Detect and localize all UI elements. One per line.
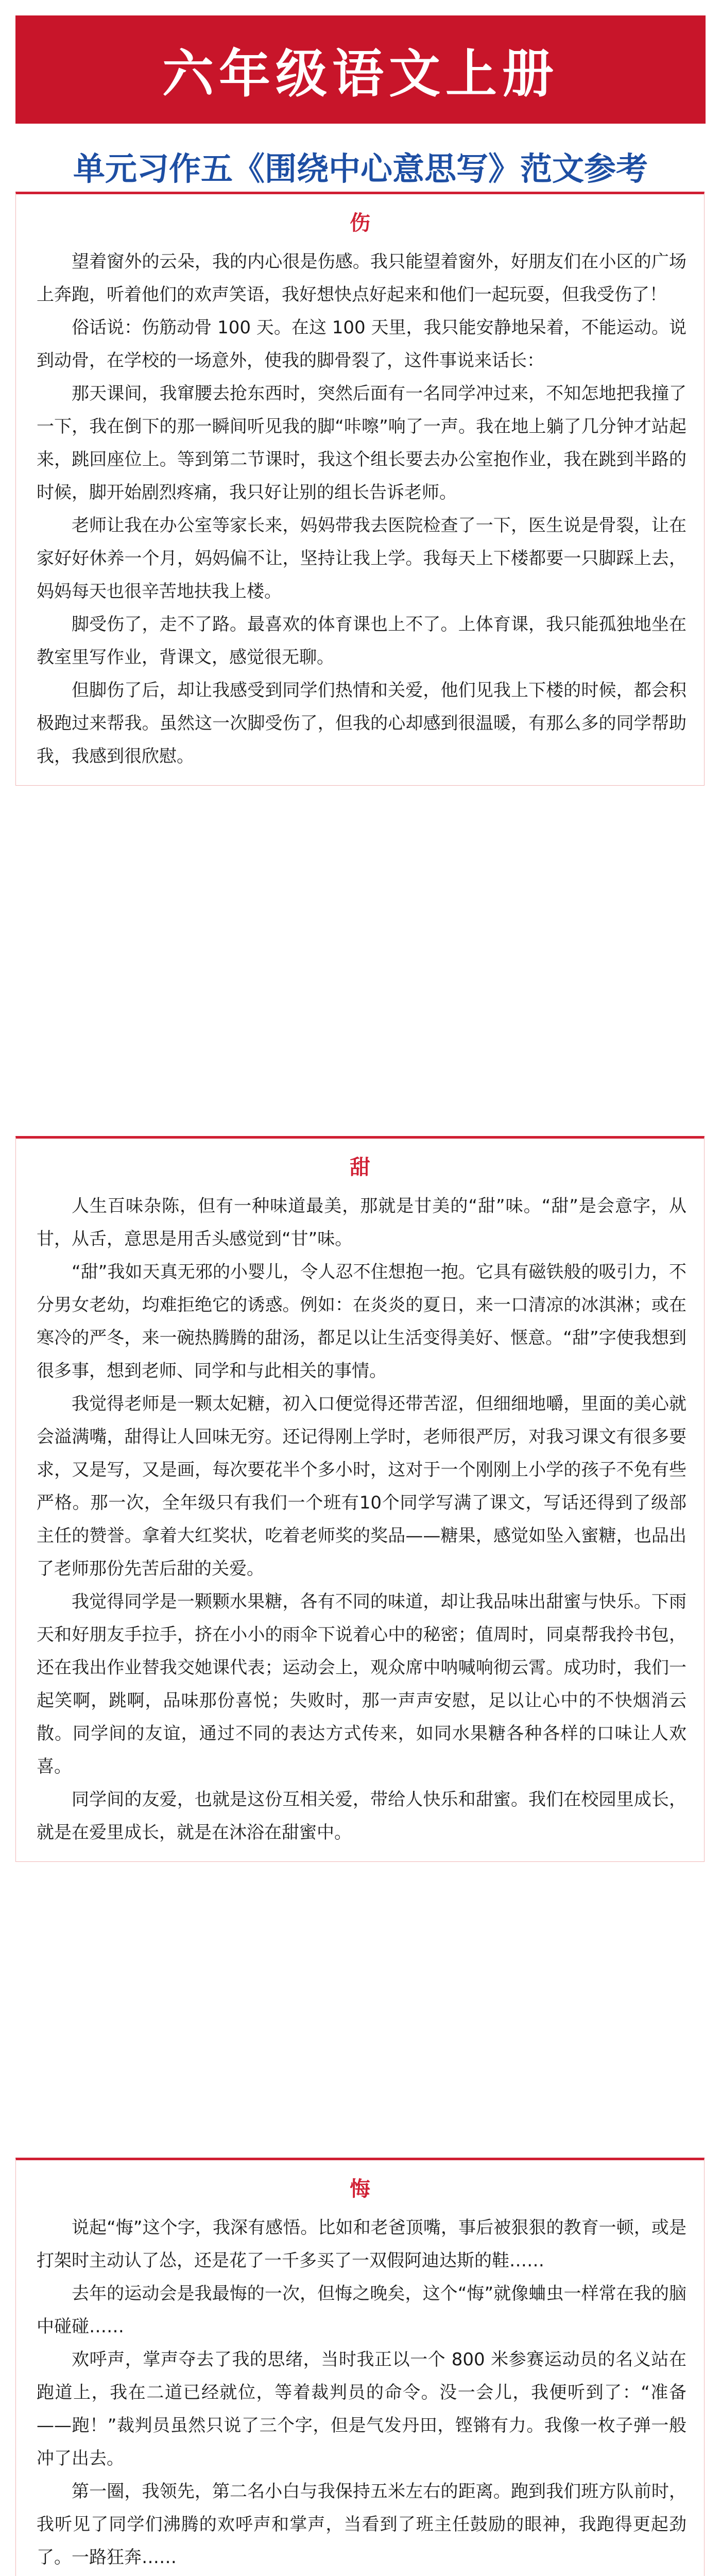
- essay-body: [16, 245, 704, 773]
- essay-paragraph: 但脚伤了后，却让我感受到同学们热情和关爱，他们见我上下楼的时候，都会积极跑过来帮我。虽然这一次脚受伤了，但我的心却感到很温暖，有那么多的同学帮助我，我感到很欣慰。: [37, 680, 686, 767]
- page-title: 六年级语文上册: [162, 44, 559, 104]
- essay-paragraph: [37, 2574, 686, 2576]
- essay-body: [16, 2211, 704, 2576]
- essay-paragraph: 去年的运动会是我最悔的一次，但悔之晚矣，这个“悔”就像蛐虫一样常在我的脑中碰碰……: [37, 2283, 686, 2337]
- essay-card-hui: [15, 2158, 705, 2576]
- title-banner: [15, 15, 706, 124]
- essay-paragraph: 第一圈，我领先，第二名小白与我保持五米左右的距离。跑到我们班方队前时，我听见了同学们沸腾的欢呼声和掌声，当看到了班主任鼓励的眼神，我跑得更起劲了。一路狂奔……: [37, 2481, 686, 2568]
- essay-paragraph: 我觉得老师是一颗太妃糖，初入口便觉得还带苦涩，但细细地嚼，里面的美心就会溢满嘴，甜得让人回味无穷。还记得刚上学时，老师很严厉，对我习课文有很多要求，又是写，又是画，每次要花半个多小时，这对于一个刚刚上小学的孩子不免有些严格。那一次，全年级只有我们一个班有10个同学写满了课文，写话还得到了级部主任的赞誉。拿着大红奖状，吃着老师奖的奖品——糖果，感觉如坠入蜜糖，也品出了老师那份先苦后甜的关爱。: [37, 1394, 686, 1579]
- essay-card-tian: [15, 1136, 705, 1862]
- essay-paragraph: 那天课间，我窜腰去抢东西时，突然后面有一名同学冲过来，不知怎地把我撞了一下，我在倒下的那一瞬间听见我的脚“咔嚓”响了一声。我在地上躺了几分钟才站起来，跳回座位上。等到第二节课时，我这个组长要去办公室抱作业，我在跳到半路的时候，脚开始剧烈疼痛，我只好让别的组长告诉老师。: [37, 383, 686, 503]
- essay-paragraph: 俗话说：伤筋动骨 100 天。在这 100 天里，我只能安静地呆着，不能运动。说到动骨，在学校的一场意外，使我的脚骨裂了，这件事说来话长：: [37, 317, 686, 371]
- essay-paragraph: 说起“悔”这个字，我深有感悟。比如和老爸顶嘴，事后被狠狠的教育一顿，或是打架时主动认了怂，还是花了一千多买了一双假阿迪达斯的鞋……: [37, 2217, 686, 2271]
- essay-paragraph: “甜”我如天真无邪的小婴儿，令人忍不住想抱一抱。它具有磁铁般的吸引力，不分男女老幼，均难拒绝它的诱惑。例如：在炎炎的夏日，来一口清凉的冰淇淋；或在寒冷的严冬，来一碗热腾腾的甜汤，都足以让生活变得美好、惬意。“甜”字使我想到很多事，想到老师、同学和与此相关的事情。: [37, 1262, 686, 1381]
- essay-paragraph: 同学间的友爱，也就是这份互相关爱，带给人快乐和甜蜜。我们在校园里成长，就是在爱里成长，就是在沐浴在甜蜜中。: [37, 1789, 686, 1843]
- essay-paragraph: 脚受伤了，走不了路。最喜欢的体育课也上不了。上体育课，我只能孤独地坐在教室里写作业，背课文，感觉很无聊。: [37, 614, 686, 668]
- essay-body: [16, 1190, 704, 1849]
- essay-title: 甜: [350, 1156, 370, 1179]
- essay-paragraph: 老师让我在办公室等家长来，妈妈带我去医院检查了一下，医生说是骨裂，让在家好好休养一个月，妈妈偏不让，坚持让我上学。我每天上下楼都要一只脚踩上去，妈妈每天也很辛苦地扶我上楼。: [37, 515, 686, 602]
- essay-title: 伤: [350, 211, 370, 235]
- essay-title: 悔: [350, 2177, 370, 2201]
- essay-paragraph: 望着窗外的云朵，我的内心很是伤感。我只能望着窗外，好朋友们在小区的广场上奔跑，听着他们的欢声笑语，我好想快点好起来和他们一起玩耍，但我受伤了！: [37, 251, 686, 305]
- essay-paragraph: 我觉得同学是一颗颗水果糖，各有不同的味道，却让我品味出甜蜜与快乐。下雨天和好朋友手拉手，挤在小小的雨伞下说着心中的秘密；值周时，同桌帮我拎书包，还在我出作业替我交她课代表；运动会上，观众席中呐喊响彻云霄。成功时，我们一起笑啊，跳啊，品味那份喜悦；失败时，那一声声安慰，足以让心中的不快烟消云散。同学间的友谊，通过不同的表达方式传来，如同水果糖各种各样的口味让人欢喜。: [37, 1591, 686, 1777]
- essay-paragraph: 欢呼声，掌声夺去了我的思绪，当时我正以一个 800 米参赛运动员的名义站在跑道上，我在二道已经就位，等着裁判员的命令。没一会儿，我便听到了：“准备——跑！”裁判员虽然只说了三个字，但是气发丹田，铿锵有力。我像一枚子弹一般冲了出去。: [37, 2349, 686, 2469]
- page-subtitle: 单元习作五《围绕中心意思写》范文参考: [73, 150, 648, 188]
- essay-card-shang: [15, 192, 705, 786]
- essay-paragraph: 人生百味杂陈，但有一种味道最美，那就是甘美的“甜”味。“甜”是会意字，从甘，从舌，意思是用舌头感觉到“甘”味。: [37, 1196, 686, 1249]
